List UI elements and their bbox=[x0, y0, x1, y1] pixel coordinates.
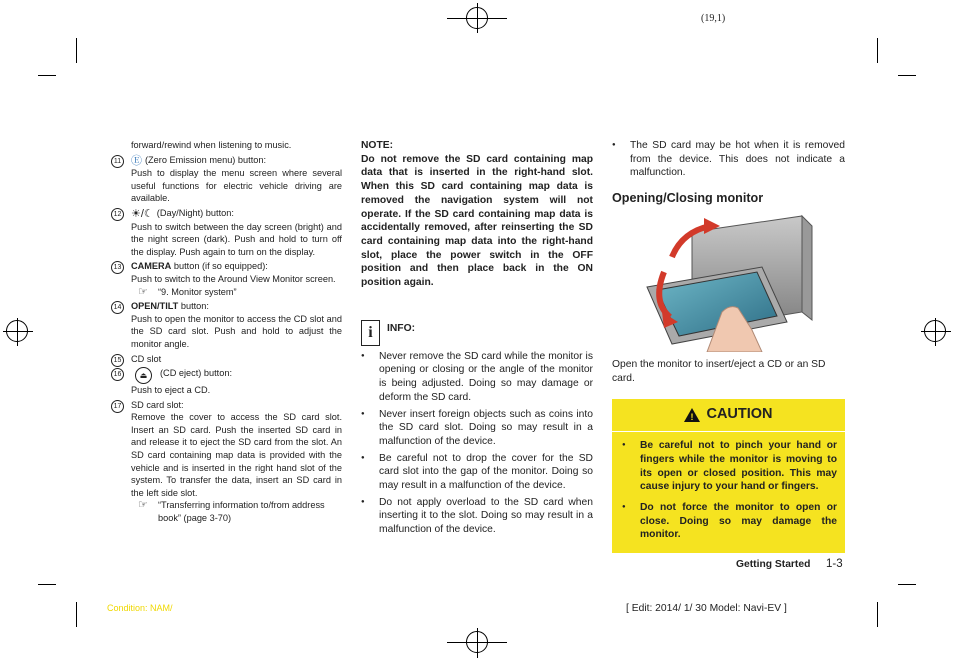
item-description: Push to switch between the day screen (bright) and the night screen (dark). Push and hold to turn off the display. Push again to turn on the display. bbox=[131, 221, 342, 257]
item-description: Remove the cover to access the SD card slot. Insert an SD card. Push the inserted SD card in and release it to eject the SD card from the slot. An SD card containing map data is provided with the vehicle and is inserted in the right hand slot of the system. To transfer the data, insert an SD card in the left side slot. bbox=[131, 412, 342, 498]
condition-label: Condition: NAM/ bbox=[107, 603, 173, 613]
cross-reference bbox=[110, 499, 342, 524]
page-number: 1-3 bbox=[826, 558, 843, 570]
item-label: (Zero Emission menu) button: bbox=[145, 154, 267, 165]
item-label: button: bbox=[178, 301, 209, 312]
edit-info: [ Edit: 2014/ 1/ 30 Model: Navi-EV ] bbox=[626, 603, 787, 614]
item-label-bold: CAMERA bbox=[131, 261, 172, 272]
section-heading: Opening/Closing monitor bbox=[612, 191, 764, 206]
item-label: SD card slot: bbox=[131, 399, 184, 410]
column-3 bbox=[612, 139, 845, 553]
reference-text: “Transferring information to/from address book” (page 3-70) bbox=[158, 500, 325, 524]
zero-emission-icon: Ⓔ bbox=[131, 154, 142, 167]
list-item: ● Do not force the monitor to open or close. Doing so may damage the monitor. bbox=[612, 501, 845, 542]
item-number: 11 bbox=[111, 155, 124, 168]
item-number: 16 bbox=[111, 368, 124, 381]
item-description: Push to switch to the Around View Monitor screen. bbox=[131, 273, 336, 284]
reference-text: “9. Monitor system” bbox=[158, 286, 237, 297]
figure-caption: Open the monitor to insert/eject a CD or an SD card. bbox=[612, 358, 826, 384]
item-label: (CD eject) button: bbox=[160, 368, 232, 379]
list-item: ● Never remove the SD card while the monitor is opening or closing or the angle of the monitor is being adjusted. Doing so may damage or deform the SD card. bbox=[361, 350, 593, 405]
item-label: button (if so equipped): bbox=[171, 261, 268, 272]
note-block bbox=[361, 139, 593, 290]
info-icon: i bbox=[361, 320, 380, 346]
section-name: Getting Started bbox=[736, 559, 811, 570]
list-item bbox=[110, 207, 342, 221]
info-list bbox=[361, 350, 593, 537]
item-number: 13 bbox=[111, 261, 124, 274]
item-label-bold: OPEN/TILT bbox=[131, 301, 179, 312]
item-number: 12 bbox=[111, 208, 124, 221]
list-item: ● Do not apply overload to the SD card when inserting it to the slot. Doing so may result in a malfunction of the device. bbox=[361, 496, 593, 537]
list-item: ● Be careful not to drop the cover for the SD card slot into the gap of the monitor. Doing so may result in a malfunction of the device. bbox=[361, 452, 593, 493]
intro-text: forward/rewind when listening to music. bbox=[131, 140, 292, 150]
monitor-open-image bbox=[612, 212, 845, 352]
monitor-illustration bbox=[612, 212, 845, 352]
item-description: Push to open the monitor to access the CD slot and the SD card slot. Push and hold to adjust the monitor angle. bbox=[131, 313, 342, 349]
info-title: INFO: bbox=[387, 322, 416, 334]
list-item bbox=[110, 367, 342, 384]
cross-reference bbox=[110, 286, 342, 299]
column-2 bbox=[361, 139, 593, 540]
item-label: CD slot bbox=[131, 353, 162, 364]
reference-icon: ☞ bbox=[138, 285, 148, 298]
note-body: Do not remove the SD card containing map data that is inserted in the right-hand slot. When this SD card containing map data is removed the navigation system will not operate. If the SD card containing map data is accidentally removed, after reinserting the SD card containing map data into the right-hand slot, place the power switch in the OFF position and then place back in the ON position again. bbox=[361, 153, 593, 289]
list-item bbox=[110, 300, 342, 313]
list-item bbox=[110, 399, 342, 412]
item-description: Push to eject a CD. bbox=[131, 385, 211, 396]
item-label: (Day/Night) button: bbox=[156, 207, 234, 218]
list-item bbox=[110, 154, 342, 168]
day-night-icon: ☀/☾ bbox=[131, 207, 154, 220]
item-description: Push to display the menu screen where several useful functions for electric vehicle driving are available. bbox=[131, 168, 342, 204]
info-header bbox=[361, 320, 593, 346]
list-item: ● Never insert foreign objects such as coins into the SD card slot. Doing so may result in a malfunction of the device. bbox=[361, 408, 593, 449]
caution-title: CAUTION bbox=[706, 406, 773, 423]
item-number: 15 bbox=[111, 354, 124, 367]
list-item: ● Be careful not to pinch your hand or fingers while the monitor is moving to its open or closed position. This may cause injury to your hand or fingers. bbox=[612, 439, 845, 494]
note-title: NOTE: bbox=[361, 140, 394, 151]
reference-icon: ☞ bbox=[138, 499, 148, 512]
warning-triangle-icon: ! bbox=[684, 408, 700, 422]
list-item bbox=[110, 260, 342, 273]
page-ref: (19,1) bbox=[701, 13, 726, 24]
item-number: 17 bbox=[111, 400, 124, 413]
list-item: ● The SD card may be hot when it is removed from the device. This does not indicate a malfunction. bbox=[612, 139, 845, 180]
caution-box bbox=[612, 399, 845, 553]
item-number: 14 bbox=[111, 301, 124, 314]
list-item bbox=[110, 353, 342, 366]
caution-header bbox=[612, 399, 845, 432]
eject-icon: ⏏ bbox=[135, 367, 152, 384]
column-1 bbox=[110, 139, 342, 525]
